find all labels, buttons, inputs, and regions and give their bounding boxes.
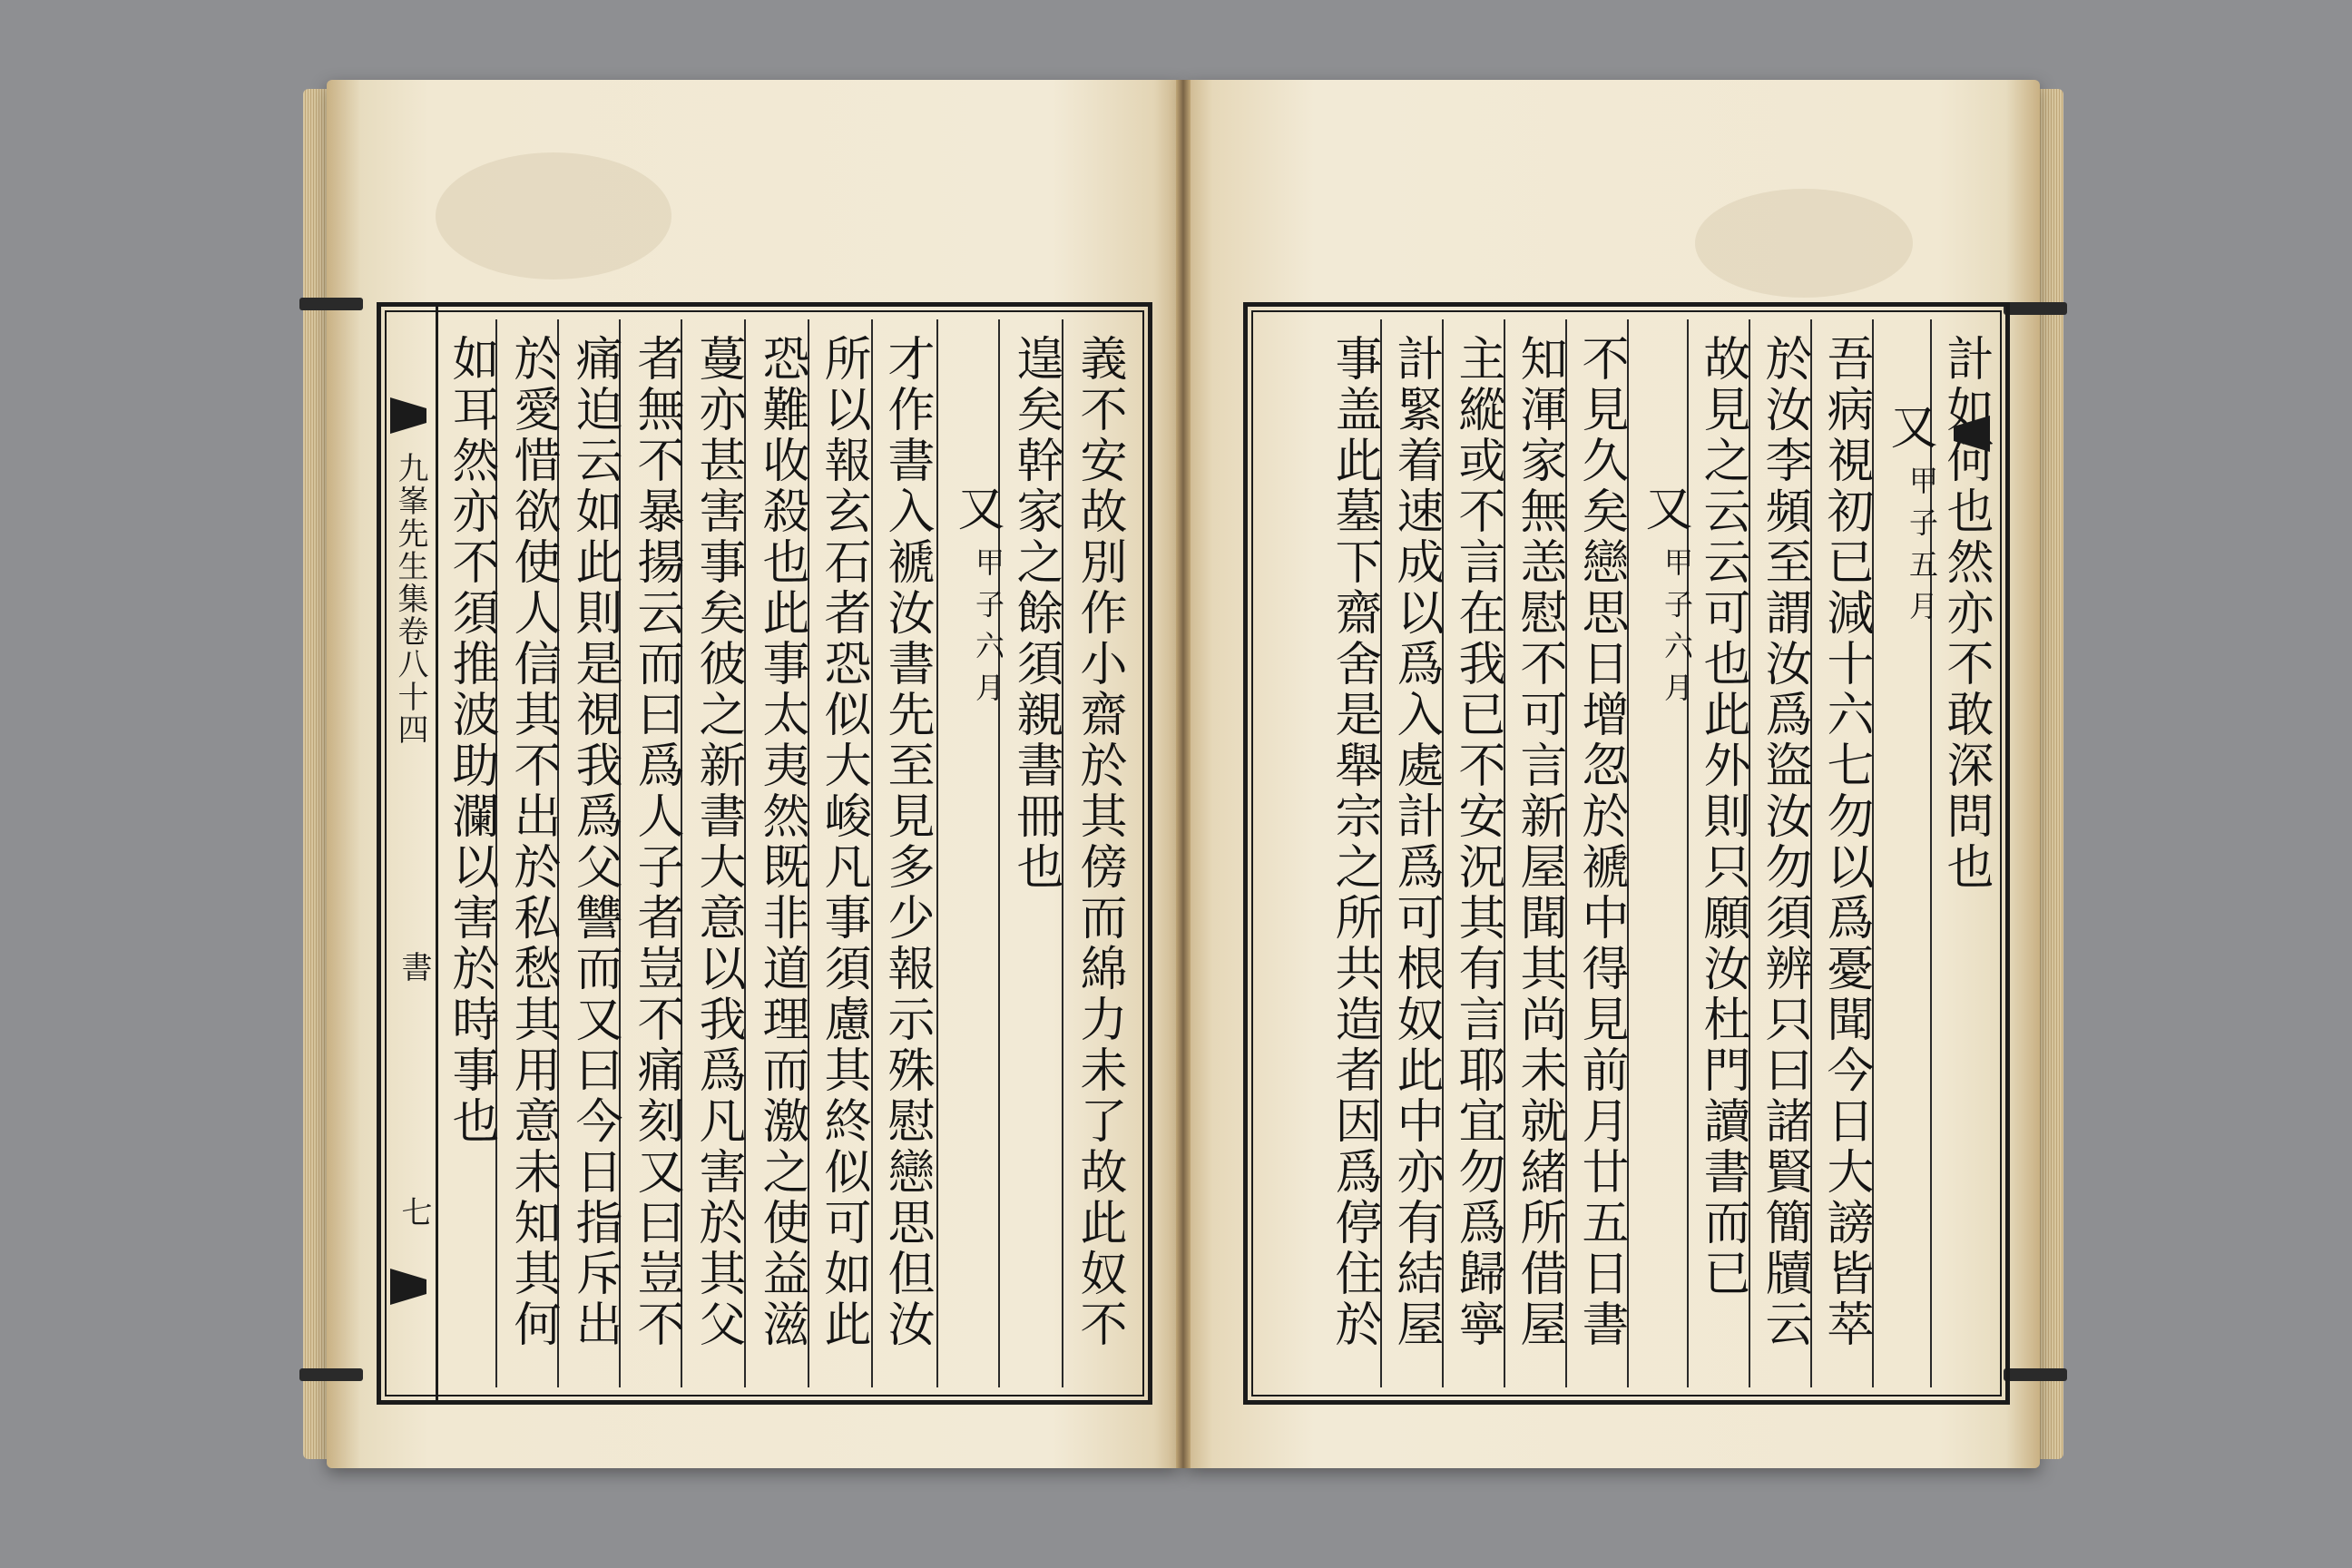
left-text-frame xyxy=(377,302,1152,1405)
text-column: 吾病視初已減十六七勿以爲憂聞今日大謗皆萃 xyxy=(1818,334,1873,1350)
letter-heading: 又 xyxy=(949,484,1004,534)
letter-date: 甲子六月 xyxy=(971,547,1005,714)
text-column: 者無不暴揚云而曰爲人子者豈不痛刻又曰豈不 xyxy=(629,334,683,1350)
text-column: 事盖此墓下齋舍是舉宗之所共造者因爲停住於 xyxy=(1327,334,1381,1350)
column-rule xyxy=(1749,319,1750,1387)
column-rule xyxy=(871,319,873,1387)
center-margin-column xyxy=(381,307,438,1400)
paper-stain xyxy=(436,152,671,279)
column-rule xyxy=(1504,319,1505,1387)
left-page-edges xyxy=(303,89,328,1459)
column-rule xyxy=(1442,319,1444,1387)
upper-fish-tail-mark xyxy=(390,397,426,434)
book-gutter xyxy=(1176,80,1191,1468)
text-column: 所以報玄石者恐似大峻凡事須慮其終似可如此 xyxy=(816,334,870,1350)
text-column: 故見之云云可也此外則只願汝杜門讀書而已 xyxy=(1695,334,1749,1299)
column-rule xyxy=(1627,319,1629,1387)
column-rule xyxy=(1380,319,1382,1387)
text-column: 知渾家無恙慰不可言新屋聞其尚未就緒所借屋 xyxy=(1512,334,1566,1350)
column-rule xyxy=(808,319,809,1387)
column-rule xyxy=(1062,319,1063,1387)
column-rule xyxy=(619,319,621,1387)
binding-thread xyxy=(2004,1368,2067,1381)
text-column: 痛迫云如此則是視我爲父讐而又曰今日指斥出 xyxy=(567,334,622,1350)
text-column: 主縱或不言在我已不安況其有言耶宜勿爲歸寧 xyxy=(1450,334,1504,1350)
letter-heading: 又 xyxy=(1637,484,1691,534)
lower-fish-tail-mark xyxy=(390,1269,426,1305)
right-edge-fish-tail-mark xyxy=(1954,416,1990,452)
text-column: 蔓亦甚害事矣彼之新書大意以我爲凡害於其父 xyxy=(691,334,745,1350)
binding-thread xyxy=(299,298,363,310)
book-title: 九峯先生集卷八十四 xyxy=(392,452,428,746)
column-rule xyxy=(1810,319,1812,1387)
text-column: 恐難收殺也此事太夷然既非道理而激之使益滋 xyxy=(754,334,808,1350)
column-rule xyxy=(1687,319,1689,1387)
column-rule xyxy=(557,319,559,1387)
text-column: 計緊着速成以爲入處計爲可根奴此中亦有結屋 xyxy=(1388,334,1443,1350)
column-rule xyxy=(744,319,746,1387)
text-column: 才作書入褫汝書先至見多少報示殊慰戀思但汝 xyxy=(879,334,934,1350)
text-column: 於愛惜欲使人信其不出於私愁其用意未知其何 xyxy=(505,334,560,1350)
text-column: 於汝李頻至謂汝爲盜汝勿須辨只曰諸賢簡牘云 xyxy=(1757,334,1811,1350)
text-column: 不見久矣戀思日增忽於褫中得見前月廿五日書 xyxy=(1573,334,1628,1350)
page-number: 七 xyxy=(396,1196,432,1227)
binding-thread xyxy=(2004,302,2067,315)
text-column: 義不安故別作小齋於其傍而綿力未了故此奴不 xyxy=(1072,334,1126,1350)
right-text-frame xyxy=(1243,302,2010,1405)
text-column: 計如何也然亦不敢深問也 xyxy=(1938,334,1993,893)
paper-stain xyxy=(1695,189,1913,298)
section-label: 書 xyxy=(396,951,432,982)
column-rule xyxy=(998,319,1000,1387)
column-rule xyxy=(1565,319,1567,1387)
column-rule xyxy=(1872,319,1874,1387)
right-page-edges xyxy=(2038,89,2063,1459)
letter-date: 甲子五月 xyxy=(1905,466,1939,632)
letter-date: 甲子六月 xyxy=(1660,547,1694,714)
binding-thread xyxy=(299,1368,363,1381)
open-book xyxy=(327,80,2040,1468)
column-rule xyxy=(936,319,938,1387)
column-rule xyxy=(681,319,682,1387)
letter-heading: 又 xyxy=(1882,402,1936,453)
text-column: 如耳然亦不須推波助瀾以害於時事也 xyxy=(444,334,498,1147)
column-rule xyxy=(1930,319,1932,1387)
text-column: 遑矣幹家之餘須親書冊也 xyxy=(1008,334,1063,893)
column-rule xyxy=(495,319,497,1387)
